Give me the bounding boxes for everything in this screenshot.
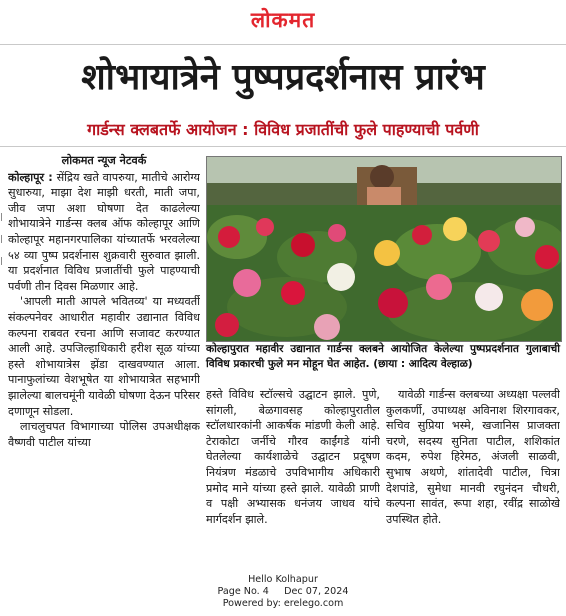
footer-page-date: Page No. 4 Dec 07, 2024 — [217, 586, 349, 597]
newspaper-masthead-logo: लोकमत — [250, 7, 316, 32]
article-column-2 — [206, 387, 380, 567]
article-paragraph: यावेळी गार्डन्स क्लबच्या अध्यक्षा पल्लवी कुलकर्णी, उपाध्यक्ष अविनाश शिरगावकर, सचिव सुप्रिया भस्मे, खजानिस प्राजक्ता चरणे, सदस्य सुनिता पाटील, शशिकांत कदम, रुपेश हिरेमठ, अंजली साळवी, सुभाष अथणे, शांतादेवी पाटील, चित्रा देशपांडे, सुमेधा मानवी रघुनंदन चौधरी, कल्पना सावंत, रूपा शहा, रवींद्र साळोखे उपस्थित होते. — [386, 388, 560, 526]
photo-illustration — [207, 157, 561, 341]
article-paragraph: लाचलुचपत विभागाच्या पोलिस उपअधीक्षक वैष्णवी पाटील यांच्या — [8, 420, 200, 449]
footer-edition: Hello Kolhapur — [248, 574, 318, 585]
article-paragraph: 'आपली माती आपले भवितव्य' या मध्यवर्ती संकल्पनेवर आधारीत महावीर उद्यानात विविध कल्पना राबवत रचना आणि सजावट करण्यात आली आहे. उपजिल्हाधिकारी हरीश सूळ यांच्या हस्ते शोभायात्रेस झेंडा दाखवण्यात आला. पानाफुलांच्या वेशभूषेत या शोभायात्रेत सहभागी झालेल्या बालचमूंनी यावेळी घोषणा देऊन परिसर दणाणून सोडला. — [8, 295, 200, 418]
footer-powered-by: Powered by: erelego.com — [222, 598, 344, 609]
dateline-place: कोल्हापूर : — [8, 170, 53, 184]
paragraph-text: सेंद्रिय खते वापरुया, मातीचे आरोग्य सुधारुया, माझा देश माझी धरती, माती जपा, जीव जपा अशा घोषणा देत काढलेल्या शोभायात्रेने गार्डन्स क्लब ऑफ कोल्हापूर आणि कोल्हापूर महानगरपालिका यांच्यातर्फे भरवलेल्या ५४ व्या पुष्प प्रदर्शनास शुक्रवारी सुरुवात झाली. या प्रदर्शनात विविध प्रजातींची फुले पाहण्याची पर्वणी तीन दिवस मिळणार आहे. — [8, 170, 200, 293]
article-column-3 — [386, 387, 560, 567]
subheadline-divider — [0, 146, 566, 147]
masthead-divider — [0, 44, 566, 45]
article-subheadline: गार्डन्स क्लबतर्फे आयोजन : विविध प्रजातींची फुले पाहण्याची पर्वणी — [87, 120, 479, 139]
article-headline: शोभायात्रेने पुष्पप्रदर्शनास प्रारंभ — [81, 57, 485, 98]
article-byline: लोकमत न्यूज नेटवर्क — [61, 154, 147, 167]
photo-caption: कोल्हापुरात महावीर उद्यानात गार्डन्स क्लबने आयोजित केलेल्या पुष्पप्रदर्शनात गुलाबाची विविध प्रकारची फुले मन मोहून घेत आहेत. (छाया : आदित्य वेल्हाळ) — [206, 343, 560, 370]
article-column-1 — [8, 153, 200, 573]
article-paragraph — [8, 170, 200, 295]
page-edge-marks: | | | — [0, 212, 3, 265]
page-footer — [0, 574, 566, 610]
article-paragraph: हस्ते विविध स्टॉल्सचे उद्घाटन झाले. पुणे, सांगली, बेळगावसह कोल्हापुरातील स्टॉलधारकांनी आकर्षक मांडणी केली आहे. टेराकोटा जर्नीचे गौरव काईंगडे यांनी घेतलेल्या कार्यशाळेचे उद्घाटन प्रदूषण नियंत्रण मंडळाचे उपविभागीय अधिकारी प्रमोद माने यांच्या हस्ते झाले. यावेळी प्राणी व पक्षी अभ्यासक धनंजय जाधव यांचे मार्गदर्शन झाले. — [206, 388, 380, 526]
rose-exhibition-photo — [206, 156, 562, 342]
